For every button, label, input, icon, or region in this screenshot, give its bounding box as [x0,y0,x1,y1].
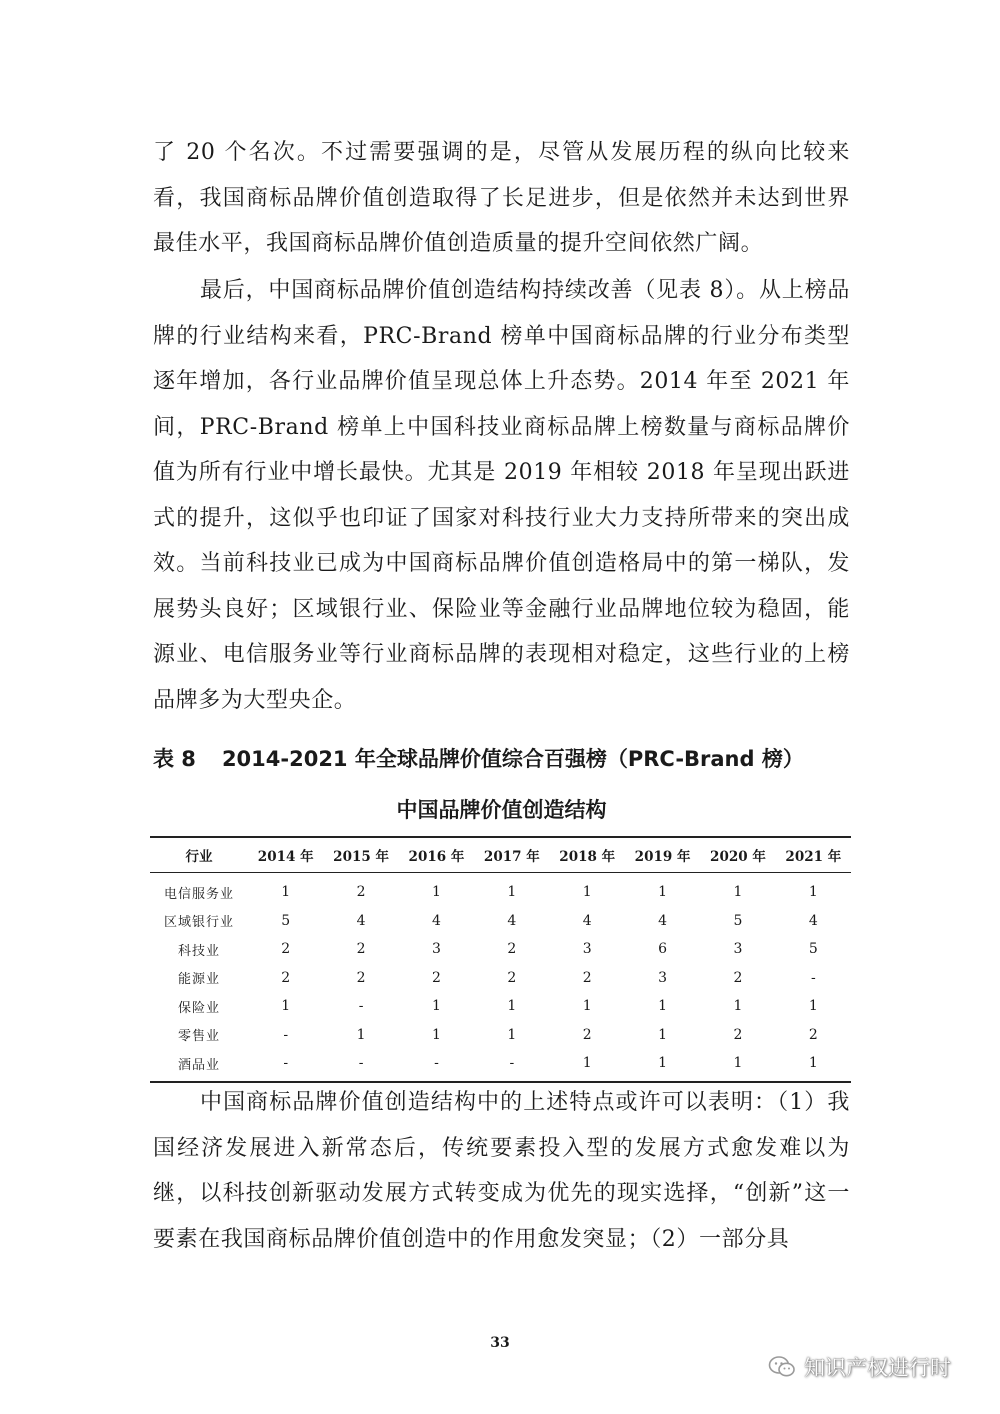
table-cell: 4 [507,912,517,929]
table-cell: 1 [281,884,291,901]
table-row [150,873,851,907]
table-cell: 3 [658,969,668,986]
table-row [150,1049,851,1082]
paragraph-structure: 最后，中国商标品牌价值创造结构持续改善（见表 8）。从上榜品牌的行业结构来看，PRC-Brand 榜单中国商标品牌的行业分布类型逐年增加，各行业品牌价值呈现总体上升态势。2014 年至 2021 年间，PRC-Brand 榜单上中国科技业商标品牌上榜数量与商标品牌价值为所有行业中增长最快。尤其是 2019 年相较 2018 年呈现出跃进式的提升，这似乎也印证了国家对科技行业大力支持所带来的突出成效。当前科技业已成为中国商标品牌价值创造格局中的第一梯队，发展势头良好；区域银行业、保险业等金融行业品牌地位较为稳固，能源业、电信服务业等行业商标品牌的表现相对稳定，这些行业的上榜品牌多为大型央企。 [153,278,850,713]
table-cell: - [283,1026,289,1043]
table-cell: 2 [582,969,592,986]
industry-cell: 区域银行业 [163,915,234,931]
table-cell: 4 [658,912,668,929]
table-cell: 1 [733,998,743,1015]
table-cell: 1 [808,884,818,901]
table-subtitle: 中国品牌价值创造结构 [396,798,607,822]
table-cell: 2 [281,941,291,958]
table-cell: 5 [281,912,291,929]
table-cell: 1 [507,998,517,1015]
table-cell: 2 [733,969,743,986]
table-cell: 2 [582,1026,592,1043]
table-cell: 4 [582,912,592,929]
table-cell: 2 [733,1026,743,1043]
industry-cell: 科技业 [177,943,220,959]
table-cell: 1 [733,884,743,901]
table-cell: 1 [431,884,441,901]
table-cell: - [434,1055,439,1072]
table-cell: - [509,1055,515,1072]
table-cell: 1 [431,1026,441,1043]
table-cell: 5 [733,912,743,929]
table-row [150,964,851,993]
watermark [768,1352,951,1382]
industry-cell: 电信服务业 [163,886,234,902]
table-cell: 2 [356,941,366,958]
table-cell: 1 [658,1026,668,1043]
header-2015: 2015 年 [333,849,389,865]
industry-cell: 酒品业 [177,1057,220,1073]
table-cell: 2 [507,941,517,958]
header-2021: 2021 年 [785,849,842,865]
table-row [150,992,851,1021]
paragraph-conclusion: 中国商标品牌价值创造结构中的上述特点或许可以表明：（1）我国经济发展进入新常态后，传统要素投入型的发展方式愈发难以为继，以科技创新驱动发展方式转变成为优先的现实选择，“创新”这一要素在我国商标品牌价值创造中的作用愈发突显；（2）一部分具 [153,1090,850,1252]
table-cell: 1 [658,998,668,1015]
table-title [153,743,850,773]
header-2020: 2020 年 [710,849,766,865]
table-cell: 4 [431,912,441,929]
table-cell: 2 [356,884,366,901]
table-cell: 4 [808,912,818,929]
table-cell: 4 [356,912,366,929]
table-cell: 1 [808,1055,818,1072]
table-cell: 1 [507,1026,517,1043]
table-cell: - [283,1055,289,1072]
table-cell: 1 [658,884,668,901]
table-cell: 1 [507,884,517,901]
table-label: 表 8 [153,747,196,771]
wechat-icon [768,1355,796,1379]
paragraph-intro: 了 20 个名次。不过需要强调的是，尽管从发展历程的纵向比较来看，我国商标品牌价值创造取得了长足进步，但是依然并未达到世界最佳水平，我国商标品牌价值创造质量的提升空间依然广阔。 [153,140,850,256]
table-cell: 2 [281,969,291,986]
table-row [150,907,851,936]
table-cell: 2 [431,969,441,986]
table-cell: 1 [431,998,441,1015]
industry-structure-table [150,836,851,1083]
table-cell: 1 [356,1026,366,1043]
table-cell: 1 [808,998,818,1015]
table-cell: - [358,1055,364,1072]
table-cell: 3 [733,941,743,958]
table-cell: 1 [733,1055,743,1072]
table-cell: 1 [658,1055,668,1072]
watermark-text: 知识产权进行时 [804,1356,951,1380]
industry-cell: 零售业 [177,1029,220,1045]
table-cell: 2 [808,1026,818,1043]
table-cell: 1 [582,884,592,901]
table-cell: 5 [808,941,818,958]
header-industry: 行业 [185,849,213,865]
table-cell: 1 [582,998,592,1015]
table-row [150,935,851,964]
table-cell: 2 [507,969,517,986]
page-number: 33 [490,1335,510,1351]
header-2019: 2019 年 [634,849,691,865]
table-cell: 2 [356,969,366,986]
header-2018: 2018 年 [559,849,616,865]
table-cell: - [810,969,816,986]
table-title-text: 2014-2021 年全球品牌价值综合百强榜（PRC-Brand 榜） [221,747,804,771]
industry-cell: 保险业 [177,1000,220,1016]
industry-cell: 能源业 [177,972,220,988]
table-cell: 6 [658,941,668,958]
table-cell: 1 [281,998,291,1015]
header-2017: 2017 年 [483,849,540,865]
table-row [150,1021,851,1050]
table-cell: 1 [582,1055,592,1072]
header-2016: 2016 年 [408,849,465,865]
table-header-row [150,837,851,873]
header-2014: 2014 年 [257,849,314,865]
table-cell: 3 [582,941,592,958]
table-cell: 3 [431,941,441,958]
table-cell: - [358,998,364,1015]
